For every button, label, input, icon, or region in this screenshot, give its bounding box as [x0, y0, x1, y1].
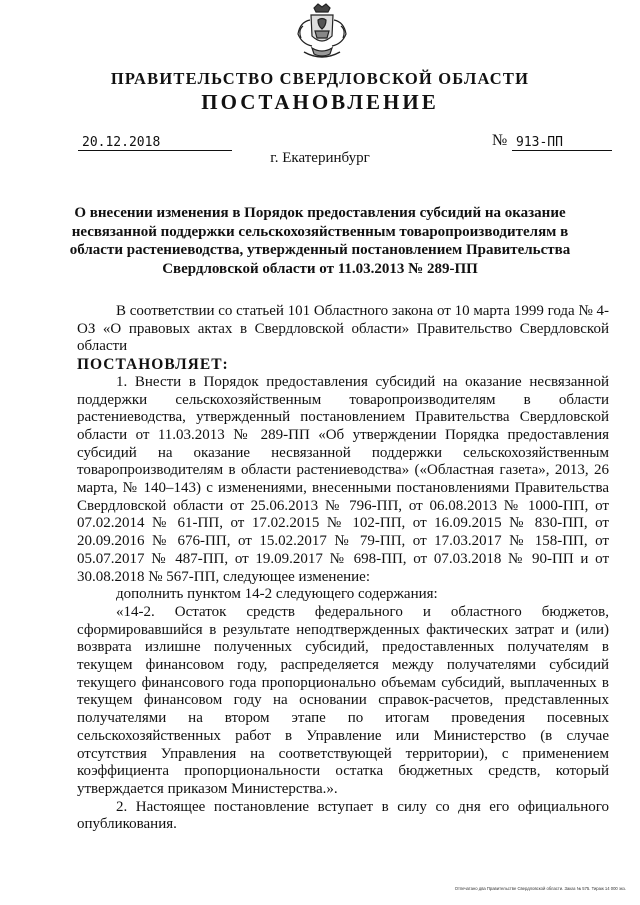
decree-number: 913-ПП — [512, 135, 612, 151]
amendment-quote: «14-2. Остаток средств федерального и областного бюджетов, сформировавшийся в результате неподтвержденных фактических затрат и (или) возврата излишне полученных субсидий, предоставленных получателям в текущем финансовом году, распределяется между получателями субсидий текущего финансового года пропорционально объемам субсидий, выплаченных в текущем финансовом году на основании справок-расчетов, представленных получателями на втором этапе по итогам проведения посевных сельскохозяйственных работ в Управление или Министерство (в случае отсутствия Управления на соответствующей территории), с применением коэффициента пропорциональности остатка бюджетных средств, который утверждается приказом Министерства.». — [77, 603, 609, 797]
government-name: ПРАВИТЕЛЬСТВО СВЕРДЛОВСКОЙ ОБЛАСТИ — [110, 69, 530, 88]
decree-date: 20.12.2018 — [78, 135, 232, 151]
preamble: В соответствии со статьей 101 Областного закона от 10 марта 1999 года № 4-ОЗ «О правовых актах в Свердловской области» Правительство Свердловской области — [77, 303, 610, 355]
coat-of-arms-icon — [294, 2, 350, 62]
document-body — [77, 303, 609, 834]
document-type: ПОСТАНОВЛЕНИЕ — [201, 90, 439, 114]
document-title: О внесении изменения в Порядок предоставления субсидий на оказание несвязанной поддержки сельскохозяйственным товаропроизводителям в области растениеводства, утвержденный постановлением Правительства Свердловской области от 11.03.2013 № 289-ПП — [69, 205, 571, 277]
item-1: 1. Внести в Порядок предоставления субсидий на оказание несвязанной поддержки сельскохозяйственным товаропроизводителям в области растениеводства, утвержденный постановлением Правительства Свердловской области от 11.03.2013 № 289-ПП «Об утверждении Порядка предоставления субсидий на оказание несвязанной поддержки сельскохозяйственным товаропроизводителям в области растениеводства» («Областная газета», 2013, 26 марта, № 140–143) с изменениями, внесенными постановлениями Правительства Свердловской области от 25.06.2013 № 796-ПП, от 06.08.2013 № 1000-ПП, от 07.02.2014 № 61-ПП, от 17.02.2015 № 102-ПП, от 16.09.2015 № 830-ПП, от 20.09.2016 № 676-ПП, от 15.02.2017 № 79-ПП, от 17.03.2017 № 158-ПП, от 05.07.2017 № 487-ПП, от 19.09.2017 № 698-ПП, от 07.03.2018 № 90-ПП и от 30.08.2018 № 567-ПП, следующее изменение: — [77, 373, 609, 585]
decides-heading: ПОСТАНОВЛЯЕТ: — [77, 356, 229, 374]
item-1-sub: дополнить пунктом 14-2 следующего содержания: — [116, 586, 438, 603]
city: г. Екатеринбург — [270, 150, 370, 166]
print-footer: Отпечатано два Правительстве Свердловской области. Заказ № 575. Тираж 14 000 экз. — [454, 886, 626, 891]
number-label: № — [492, 132, 508, 149]
item-2: 2. Настоящее постановление вступает в силу со дня его официального опубликования. — [77, 798, 609, 833]
